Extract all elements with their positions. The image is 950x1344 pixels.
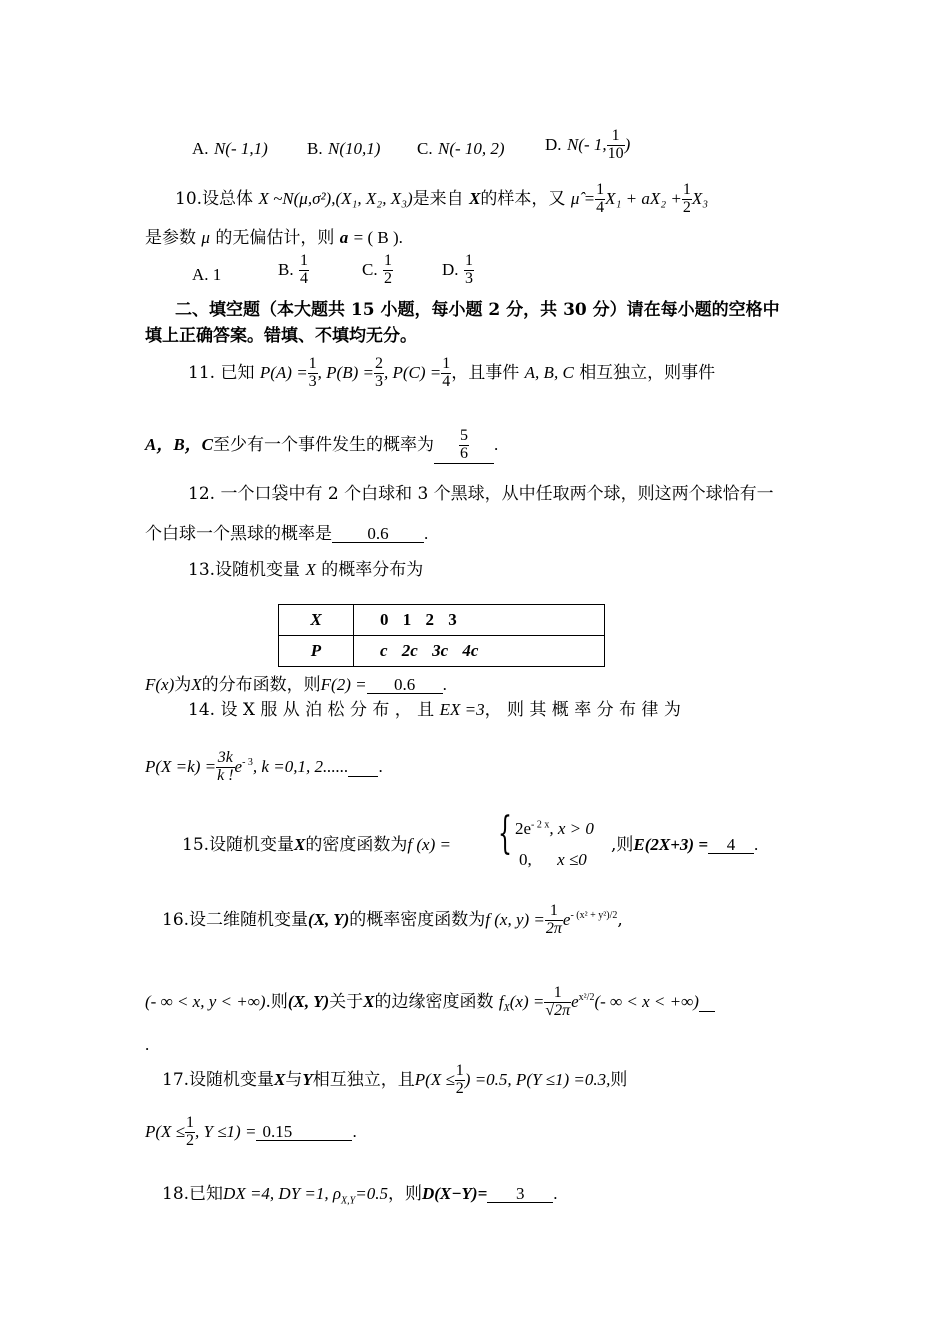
numerator: 1 — [549, 902, 558, 919]
q17-p1: P(X ≤ — [414, 1069, 455, 1089]
q12-line2 — [145, 525, 428, 543]
q17-fraction — [455, 1063, 465, 1098]
denominator: 3 — [464, 269, 473, 287]
q15-case2-cond: x ≤0 — [557, 850, 587, 869]
numerator: 2 — [374, 355, 383, 372]
q11-line2 — [145, 428, 498, 464]
numerator: 1 — [611, 127, 620, 144]
q16-fX-post: (x) = — [509, 991, 545, 1011]
q15-var: X — [294, 835, 306, 854]
q16-xy: (X, Y) — [308, 909, 350, 929]
q9-option-c-label: C. — [417, 139, 433, 158]
table-values-x: 0 1 2 3 — [354, 605, 605, 636]
q15-case2-expr: 0, — [519, 850, 532, 869]
q17-text3: 则 — [610, 1069, 628, 1090]
q10-option-d-label: D. — [442, 259, 459, 279]
q10-text2: 的样本，又 — [480, 188, 566, 209]
q17-fraction2 — [185, 1115, 195, 1150]
q16-fX-sub: X — [503, 1003, 510, 1015]
q17-p2-post: , Y ≤1) = — [195, 1121, 257, 1141]
q15-case1-cond: , x > 0 — [549, 819, 594, 838]
q17-text2: 相互独立，且 — [312, 1069, 415, 1090]
q10-option-b-fraction — [299, 253, 309, 288]
q17-text: 与 — [285, 1069, 303, 1090]
q16-fxy: f (x, y) = — [485, 909, 545, 929]
q16-e: e — [562, 909, 571, 929]
q13-prefix: 13.设随机变量 — [188, 560, 301, 580]
q10-option-a: A. 1 — [192, 265, 222, 284]
q16-line2 — [145, 985, 715, 1020]
denominator: 10 — [607, 144, 624, 162]
q17-x: X — [274, 1069, 286, 1089]
numerator: 1 — [464, 252, 473, 269]
q18-d: D(X−Y)= — [421, 1184, 488, 1203]
q15-prefix: 15.设随机变量 — [182, 835, 295, 855]
q18-answer: 3 — [487, 1185, 553, 1203]
q17-prefix: 17.设随机变量 — [162, 1069, 275, 1090]
q16-dot: . — [145, 1035, 150, 1054]
q17-p1-post: ) =0.5, P(Y ≤1) =0.3, — [464, 1069, 611, 1089]
q16-var: X — [363, 991, 375, 1011]
q18-prefix: 18.已知 — [162, 1184, 224, 1204]
q9-option-d-expr-post: ) — [624, 134, 631, 154]
numerator: 1 — [553, 984, 562, 1001]
q9-option-b-expr: N(10,1) — [328, 139, 381, 158]
q9-option-d — [545, 128, 630, 163]
q18-text: ，则 — [387, 1184, 422, 1204]
q13-fx: F(x) — [145, 675, 175, 694]
numerator: 1 — [596, 181, 605, 198]
q15-expectation: E(2X+3) = — [633, 835, 709, 854]
q11-answer-fraction — [459, 428, 469, 463]
q17-line2 — [145, 1115, 357, 1150]
q11-pa: P(A) = — [259, 362, 308, 382]
q11-vars: A，B，C — [145, 434, 214, 454]
q18-end: . — [553, 1184, 558, 1203]
q13-line1 — [188, 561, 423, 579]
q11-pc-fraction — [441, 356, 451, 391]
q13-f2: F(2) = — [320, 675, 367, 694]
table-header-p: P — [279, 636, 354, 667]
q9-option-d-expr-pre: N(- 1, — [566, 134, 607, 154]
q13-text: 的概率分布为 — [321, 560, 424, 580]
numerator: 1 — [442, 355, 451, 372]
section2-heading-line2: 填上正确答案。错填、不填均无分。 — [145, 326, 417, 346]
q14-text: 14. 设 X 服 从 泊 松 分 布 ， 且 — [188, 700, 435, 720]
q15-case1 — [515, 820, 594, 838]
q10-terms: X₁ + aX₂ + — [605, 188, 682, 208]
q13-answer: 0.6 — [367, 676, 443, 694]
q11-events: A, B, C — [524, 362, 574, 382]
denominator: 3 — [374, 372, 383, 390]
q16-comma: , — [617, 909, 623, 930]
numerator: 1 — [308, 355, 317, 372]
q15-answer: 4 — [708, 836, 754, 854]
q15-end: . — [754, 835, 759, 854]
q10-answer: = ( B ). — [353, 228, 403, 247]
q15-text2: ,则 — [611, 835, 634, 855]
q16-answer-blank — [699, 994, 715, 1012]
q15-tail — [611, 836, 758, 854]
numerator: 3k — [217, 749, 233, 766]
q14-line1 — [188, 701, 681, 719]
q17-y: Y — [302, 1069, 313, 1089]
q9-option-a-label: A. — [192, 139, 209, 158]
q9-option-d-label: D. — [545, 134, 562, 154]
q11-pb: , P(B) = — [317, 362, 374, 382]
q10-estimator: μ̂ = — [570, 188, 596, 208]
q16-text4: 的边缘密度函数 — [374, 991, 494, 1012]
q17-line1 — [162, 1063, 627, 1098]
q14-px: P(X =k) = — [145, 756, 217, 776]
q18-line — [162, 1185, 558, 1206]
q9-option-b-label: B. — [307, 139, 323, 158]
q11-answer-blank — [434, 428, 494, 464]
q14-end: . — [378, 756, 383, 776]
denominator: 2π — [545, 919, 562, 937]
q10-option-c — [362, 253, 393, 288]
numerator: 1 — [384, 252, 392, 269]
q18-expr: DX =4, DY =1, ρ — [223, 1184, 342, 1203]
q10-line2-text: 的无偏估计，则 — [215, 228, 335, 248]
numerator: 5 — [460, 427, 469, 444]
q17-p2: P(X ≤ — [145, 1121, 186, 1141]
q15-fx: f (x) = — [407, 835, 451, 854]
left-brace-icon: { — [498, 808, 512, 859]
q9-option-b — [307, 140, 380, 158]
q10-fraction1 — [595, 182, 605, 217]
q13-end: . — [442, 675, 447, 694]
q14-line2 — [145, 750, 383, 785]
q16-answer-e: e — [571, 991, 579, 1011]
q11-prefix: 11. 已知 — [188, 362, 255, 383]
table-row — [279, 636, 605, 667]
denominator: 4 — [596, 198, 605, 216]
q16-text: 的概率密度函数为 — [349, 909, 486, 930]
q10-option-d-fraction — [464, 253, 474, 288]
q9-option-a-expr: N(- 1,1) — [213, 139, 268, 158]
q13-var2: X — [191, 675, 202, 694]
q13-variable: X — [305, 560, 316, 579]
q10-line1 — [175, 182, 708, 217]
q10-option-d — [442, 253, 474, 288]
q16-answer-fraction — [544, 985, 571, 1020]
q10-option-c-fraction — [383, 253, 393, 288]
q10-option-b — [278, 253, 309, 288]
q10-variable: X — [469, 188, 481, 208]
q18-sub: X,Y — [341, 1195, 356, 1207]
q10-fraction2 — [682, 182, 692, 217]
q10-distribution: X ~N(μ,σ²),(X₁, X₂, X₃) — [258, 188, 413, 208]
q11-line2-text: 至少有一个事件发生的概率为 — [213, 434, 435, 455]
q17-answer: 0.15 — [256, 1123, 352, 1141]
denominator: 2 — [682, 198, 691, 216]
q15-case2 — [519, 851, 587, 869]
q9-option-d-fraction — [607, 128, 625, 163]
table-header-x: X — [279, 605, 354, 636]
q18-expr-post: =0.5 — [355, 1184, 388, 1203]
probability-table — [278, 604, 605, 667]
denominator: 2 — [384, 269, 392, 287]
numerator: 1 — [682, 181, 691, 198]
q10-x3: X₃ — [691, 188, 709, 208]
q13-text2: 为 — [174, 675, 192, 695]
q16-text3: 关于 — [329, 991, 364, 1012]
q15-text: 的密度函数为 — [305, 835, 408, 855]
q13-text3: 的分布函数，则 — [201, 675, 321, 695]
q16-prefix: 16.设二维随机变量 — [162, 909, 309, 930]
denominator: 3 — [308, 372, 317, 390]
q11-pa-fraction — [308, 356, 318, 391]
q10-text: 是来自 — [412, 188, 464, 209]
q10-prefix: 10.设总体 — [175, 188, 254, 209]
numerator: 1 — [186, 1114, 195, 1131]
q15-line — [182, 836, 451, 854]
q11-text2: 相互独立，则事件 — [579, 362, 716, 383]
table-values-p: c 2c 3c 4c — [354, 636, 605, 667]
q15-case1-expr: 2e — [515, 819, 532, 838]
q12-end: . — [424, 524, 429, 543]
q14-text2: ， 则 其 概 率 分 布 律 为 — [484, 700, 681, 720]
denominator: √2π — [545, 1001, 571, 1019]
q9-options — [192, 140, 268, 158]
q10-a: a — [339, 228, 349, 247]
q11-pb-fraction — [374, 356, 384, 391]
q16-range: (- ∞ < x, y < +∞) — [145, 991, 266, 1011]
q12-answer: 0.6 — [332, 525, 424, 543]
numerator: 1 — [300, 252, 308, 269]
denominator: 2 — [455, 1079, 464, 1097]
q12-line2-text: 个白球一个黑球的概率是 — [145, 524, 332, 544]
table-row — [279, 605, 605, 636]
q16-answer-range: (- ∞ < x < +∞) — [594, 991, 699, 1011]
q16-xy2: (X, Y) — [287, 991, 330, 1011]
q16-text2: .则 — [265, 991, 288, 1012]
q16-line1 — [162, 903, 623, 938]
q16-fraction — [545, 903, 563, 938]
q16-answer-exp: x²/2 — [578, 992, 595, 1004]
denominator: 6 — [460, 444, 469, 462]
denominator: 2 — [186, 1131, 195, 1149]
q10-option-c-label: C. — [362, 259, 378, 279]
denominator: 4 — [442, 372, 451, 390]
q13-line2 — [145, 676, 447, 694]
q11-line1 — [188, 356, 715, 391]
q11-text: ，且事件 — [451, 362, 520, 383]
numerator: 1 — [455, 1062, 464, 1079]
q14-answer-blank — [348, 759, 378, 777]
q16-fX: f — [498, 991, 504, 1011]
q15-case1-exp: - 2 x — [531, 819, 550, 831]
q17-end: . — [352, 1121, 357, 1141]
q9-option-c — [417, 140, 505, 158]
q11-end: . — [494, 434, 499, 454]
q10-option-b-label: B. — [278, 259, 294, 279]
q14-e: e — [234, 756, 243, 776]
q10-line2-prefix: 是参数 — [145, 228, 196, 248]
q10-line2 — [145, 229, 403, 247]
q16-exp: - (x² + y²)/2 — [570, 910, 618, 922]
q14-fraction — [216, 750, 234, 785]
q9-option-c-expr: N(- 10, 2) — [438, 139, 505, 158]
q14-exp: - 3 — [242, 757, 253, 769]
q12-line1: 12. 一个口袋中有 2 个白球和 3 个黑球，从中任取两个球，则这两个球恰有一 — [188, 484, 774, 504]
denominator: k ! — [217, 766, 234, 784]
q14-tail: , k =0,1, 2...... — [252, 756, 349, 776]
section2-heading-line1: 二、填空题（本大题共 15 小题，每小题 2 分，共 30 分）请在每小题的空格中 — [175, 300, 780, 320]
q11-pc: , P(C) = — [383, 362, 442, 382]
denominator: 4 — [300, 269, 308, 287]
q10-mu: μ — [201, 228, 210, 247]
q14-ex: EX =3 — [439, 700, 485, 719]
